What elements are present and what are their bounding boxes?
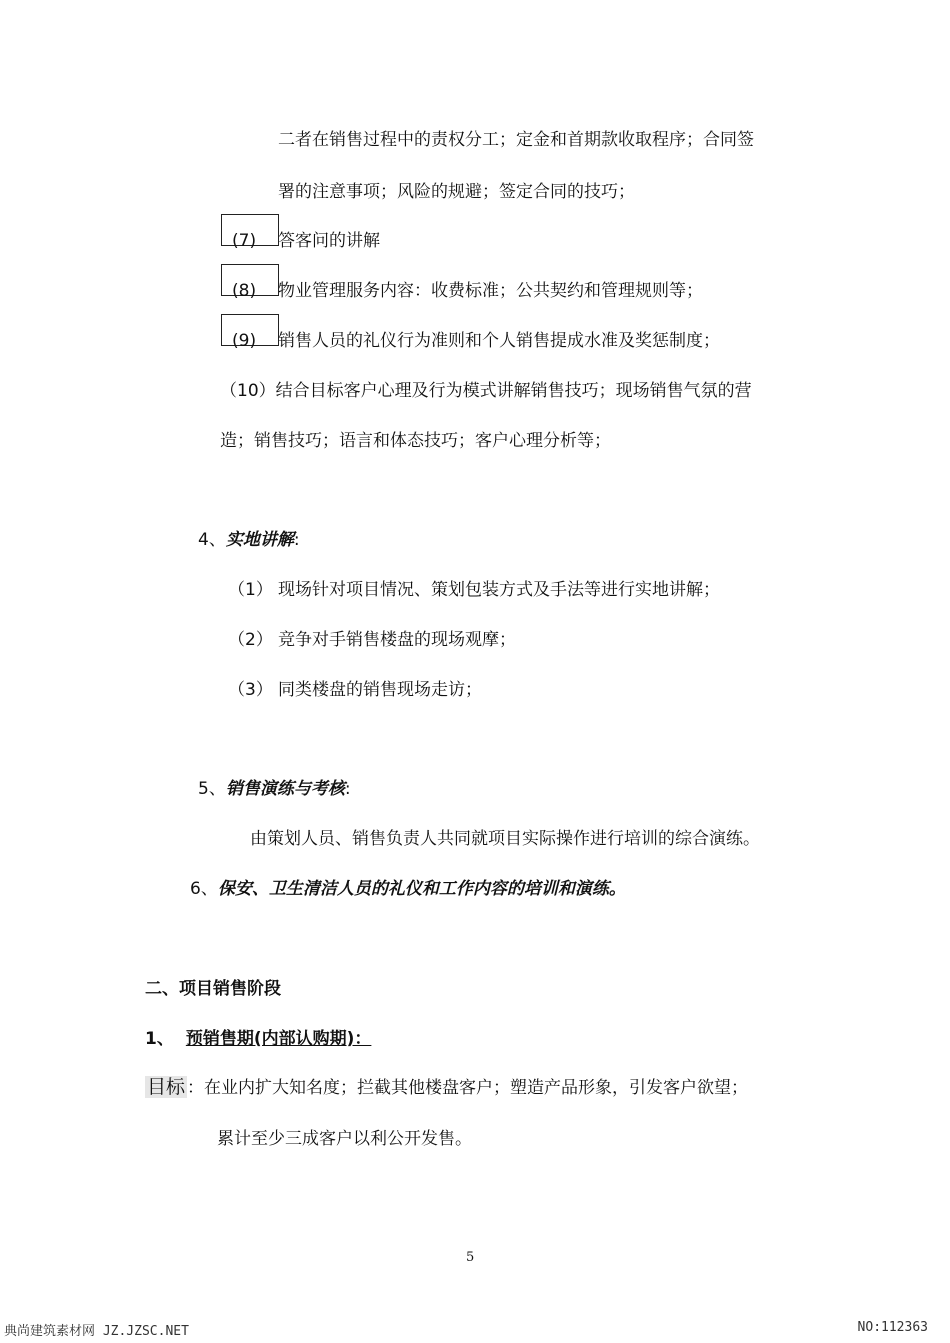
section-number: 4、 (198, 530, 226, 550)
goal-label: 目标 (147, 1076, 186, 1098)
list-item: 销售人员的礼仪行为准则和个人销售提成水准及奖惩制度； (278, 331, 720, 351)
part-heading: 二、项目销售阶段 (145, 979, 281, 999)
list-item: 答客问的讲解 (278, 231, 380, 251)
paragraph-line: 署的注意事项；风险的规避；签定合同的技巧； (278, 182, 635, 202)
list-item: 竞争对手销售楼盘的现场观摩； (278, 630, 516, 650)
list-item: 同类楼盘的销售现场走访； (278, 680, 482, 700)
sub-heading-title: 预销售期(内部认购期)： (185, 1029, 372, 1049)
section-heading (198, 777, 351, 801)
page-number: 5 (466, 1250, 475, 1265)
section-colon: : (293, 530, 300, 550)
paragraph-line: 由策划人员、销售负责人共同就项目实际操作进行培训的综合演练。 (250, 829, 760, 849)
list-item: 物业管理服务内容：收费标准；公共契约和管理规则等； (278, 281, 703, 301)
item-number: (8) (232, 281, 257, 301)
section-title: 实地讲解 (225, 530, 294, 550)
goal-line (145, 1075, 748, 1100)
list-item: 现场针对项目情况、策划包装方式及手法等进行实地讲解； (278, 580, 720, 600)
list-item-number: （1） (228, 580, 273, 600)
section-heading (198, 528, 300, 552)
section-colon: : (344, 779, 351, 799)
sub-heading (145, 1027, 371, 1051)
list-item-number: （3） (228, 680, 273, 700)
list-item-number: （2） (228, 630, 273, 650)
list-item: （10）结合目标客户心理及行为模式讲解销售技巧；现场销售气氛的营 (220, 381, 752, 401)
section-title: 销售演练与考核 (225, 779, 345, 799)
goal-line: 累计至少三成客户以利公开发售。 (217, 1129, 472, 1149)
list-item: 造；销售技巧；语言和体态技巧；客户心理分析等； (220, 431, 611, 451)
footer-doc-number: NO:112363 (857, 1320, 928, 1335)
section-title: 保安、卫生清洁人员的礼仪和工作内容的培训和演练。 (217, 879, 626, 899)
sub-heading-number: 1、 (145, 1029, 174, 1049)
goal-text: ：在业内扩大知名度；拦截其他楼盘客户；塑造产品形象，引发客户欲望； (187, 1078, 749, 1098)
item-number: (9) (232, 331, 257, 351)
paragraph-line: 二者在销售过程中的责权分工；定金和首期款收取程序；合同签 (278, 130, 754, 150)
footer-watermark-left: 典尚建筑素材网 JZ.JZSC.NET (4, 1324, 189, 1339)
section-heading (190, 877, 626, 901)
section-number: 5、 (198, 779, 226, 799)
item-number: (7) (232, 231, 257, 251)
section-number: 6、 (190, 879, 218, 899)
